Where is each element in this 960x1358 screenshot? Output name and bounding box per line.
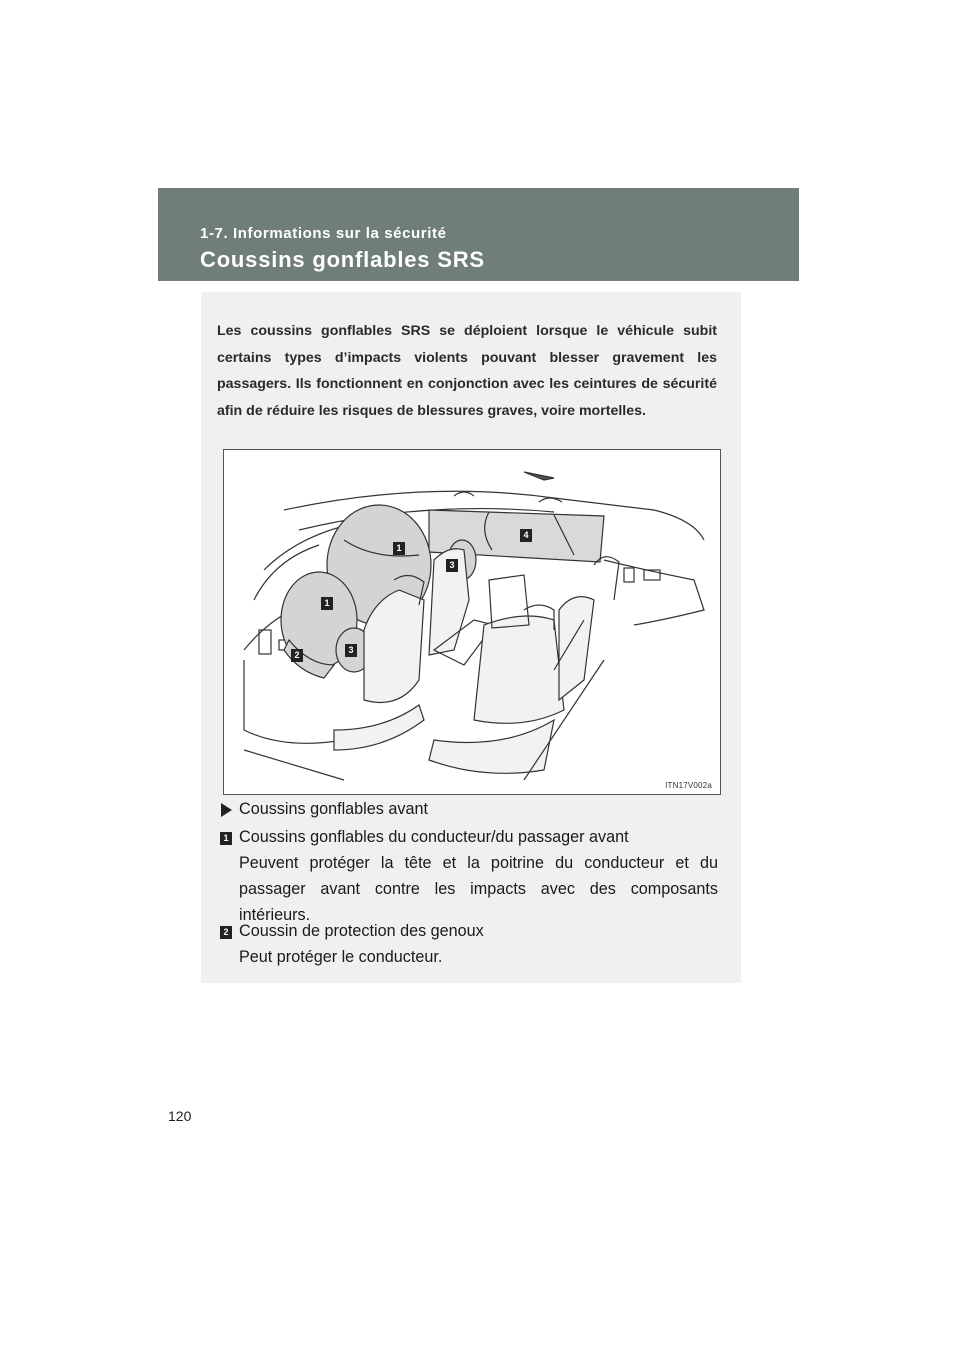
item-title-1: Coussins gonflables du conducteur/du passager avant [239, 828, 629, 846]
page-title: Coussins gonflables SRS [200, 247, 485, 272]
callout-1-upper: 1 [393, 542, 405, 555]
callout-1-lower: 1 [321, 597, 333, 610]
figure-code: ITN17V002a [665, 781, 712, 790]
vehicle-interior-drawing [224, 450, 721, 795]
item-desc-2: Peut protéger le conducteur. [239, 948, 443, 966]
item-number-2: 2 [220, 926, 232, 939]
section-label: 1-7. Informations sur la sécurité [200, 225, 447, 242]
airbag-illustration [223, 449, 721, 795]
item-title-2: Coussin de protection des genoux [239, 922, 484, 940]
intro-paragraph: Les coussins gonflables SRS se déploient lorsque le véhicule subit certains types d’impacts violents pouvant blesser gravement les passagers. Ils fonctionnent en conjonction avec les ceintures de sécurité afin de réduire les risques de blessures graves, voire mortelles. [217, 323, 717, 419]
callout-3-driver: 3 [345, 644, 357, 657]
callout-3-passenger: 3 [446, 559, 458, 572]
item-desc-1: Peuvent protéger la tête et la poitrine du conducteur et du passager avant contre les impacts avec des composants intérieurs. [239, 854, 718, 924]
callout-4: 4 [520, 529, 532, 542]
page-number: 120 [168, 1108, 192, 1124]
item-number-1: 1 [220, 832, 232, 845]
section-header [158, 188, 799, 281]
subsection-heading: Coussins gonflables avant [239, 800, 428, 818]
triangle-bullet-icon [221, 803, 232, 817]
callout-2: 2 [291, 649, 303, 662]
